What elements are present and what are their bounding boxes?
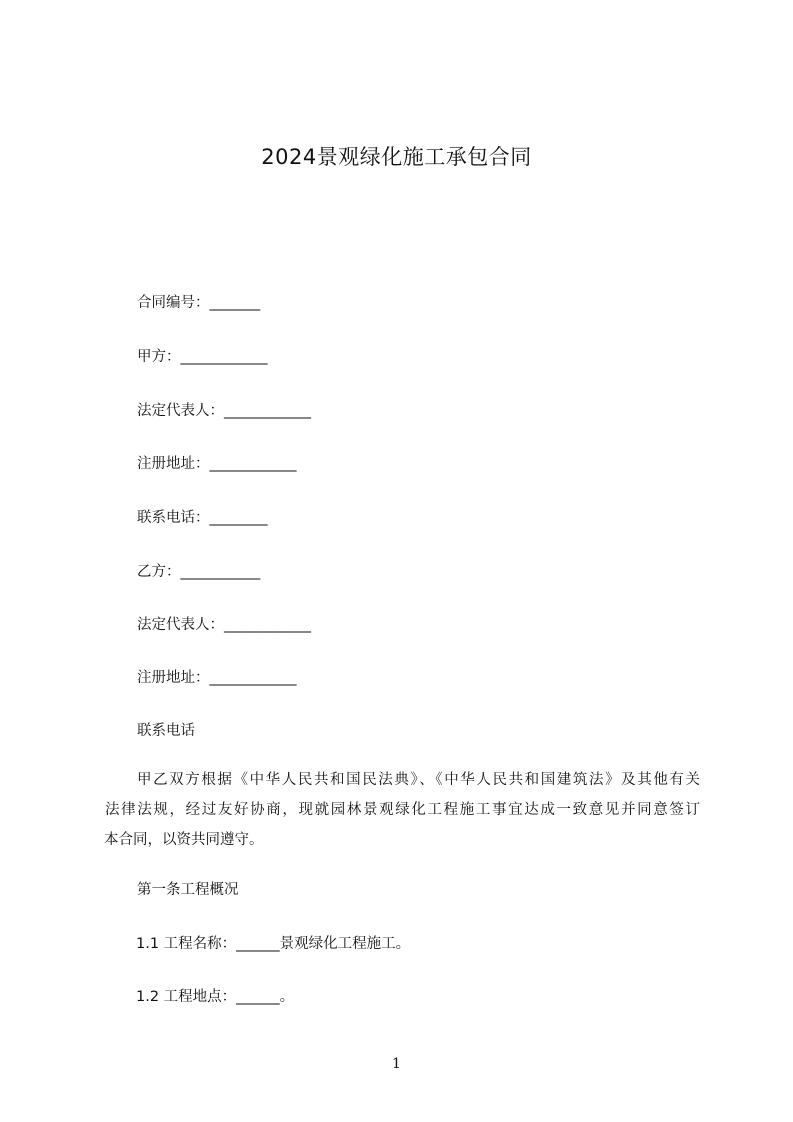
party-b-representative-field: 法定代表人：____________ [137, 617, 311, 633]
party-a-field: 甲方：____________ [137, 349, 268, 365]
party-a-address-field: 注册地址：____________ [137, 456, 297, 472]
intro-line: 法律法规，经过友好协商，现就园林景观绿化工程施工事宜达成一致意见并同意签订 [105, 802, 700, 818]
page-number: 1 [392, 1056, 401, 1072]
section-item: 1.1 工程名称：______景观绿化工程施工。 [136, 936, 411, 952]
party-a-phone-field: 联系电话：________ [137, 510, 268, 526]
party-b-phone-field: 联系电话 [137, 723, 195, 739]
document-title: 2024景观绿化施工承包合同 [261, 145, 532, 169]
contract-number-field: 合同编号：_______ [137, 295, 261, 311]
intro-paragraph [104, 765, 700, 855]
section-1-heading: 第一条工程概况 [137, 882, 239, 898]
party-b-address-field: 注册地址：____________ [137, 670, 297, 686]
party-a-representative-field: 法定代表人：____________ [137, 403, 311, 419]
intro-line: 甲乙双方根据《中华人民共和国民法典》、《中华人民共和国建筑法》及其他有关 [137, 772, 700, 788]
section-item: 1.2 工程地点：______。 [136, 989, 295, 1005]
party-b-field: 乙方：___________ [137, 564, 261, 580]
intro-line: 本合同，以资共同遵守。 [104, 832, 264, 848]
